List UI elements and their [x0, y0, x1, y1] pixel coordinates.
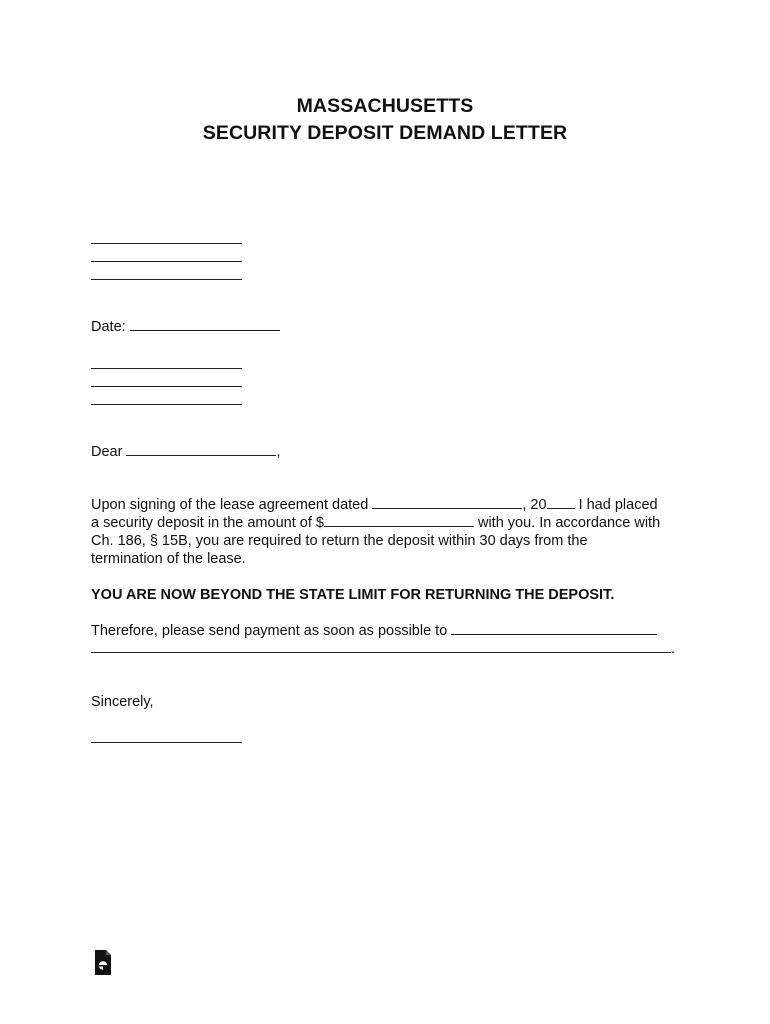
recipient-address-line-1[interactable] [91, 368, 242, 369]
period-mark: . [671, 641, 676, 657]
para1-text-a: Upon signing of the lease agreement dated [91, 497, 369, 513]
para1-line-2 [91, 514, 660, 532]
title-line-2: SECURITY DEPOSIT DEMAND LETTER [202, 122, 568, 144]
title-line-1: MASSACHUSETTS [296, 95, 474, 117]
deadline-warning: YOU ARE NOW BEYOND THE STATE LIMIT FOR RETURNING THE DEPOSIT. [91, 587, 615, 603]
deposit-amount-field[interactable] [324, 514, 474, 527]
para1-text-e: with you. In accordance with [477, 515, 661, 531]
date-label: Date: [91, 319, 126, 335]
payment-address-field-1[interactable] [451, 622, 657, 635]
sender-address-line-1[interactable] [91, 243, 242, 244]
para1-line-3: Ch. 186, § 15B, you are required to return the deposit within 30 days from the [91, 533, 588, 549]
salutation-label: Dear [91, 444, 123, 460]
landlord-name-field[interactable] [126, 443, 276, 456]
para1-text-d: a security deposit in the amount of $ [91, 515, 324, 531]
lease-date-field[interactable] [372, 496, 522, 509]
therefore-row-2 [91, 640, 675, 658]
therefore-text: Therefore, please send payment as soon as possible to [91, 623, 448, 639]
recipient-address-line-2[interactable] [91, 386, 242, 387]
recipient-address-line-3[interactable] [91, 404, 242, 405]
sender-address-line-2[interactable] [91, 261, 242, 262]
para1-line-1 [91, 496, 658, 514]
para1-line-4: termination of the lease. [91, 551, 246, 567]
para1-text-b: , 20 [522, 497, 547, 513]
payment-address-field-2[interactable] [91, 640, 671, 653]
eforms-logo-icon [95, 950, 111, 975]
para1-text-c: I had placed [578, 497, 658, 513]
sender-address-line-3[interactable] [91, 279, 242, 280]
lease-year-field[interactable] [547, 496, 575, 509]
therefore-row [91, 622, 657, 640]
date-row [91, 318, 280, 336]
closing: Sincerely, [91, 694, 154, 710]
salutation-comma: , [276, 444, 281, 460]
signature-line[interactable] [91, 742, 242, 743]
date-field[interactable] [130, 318, 280, 331]
salutation-row [91, 443, 281, 461]
